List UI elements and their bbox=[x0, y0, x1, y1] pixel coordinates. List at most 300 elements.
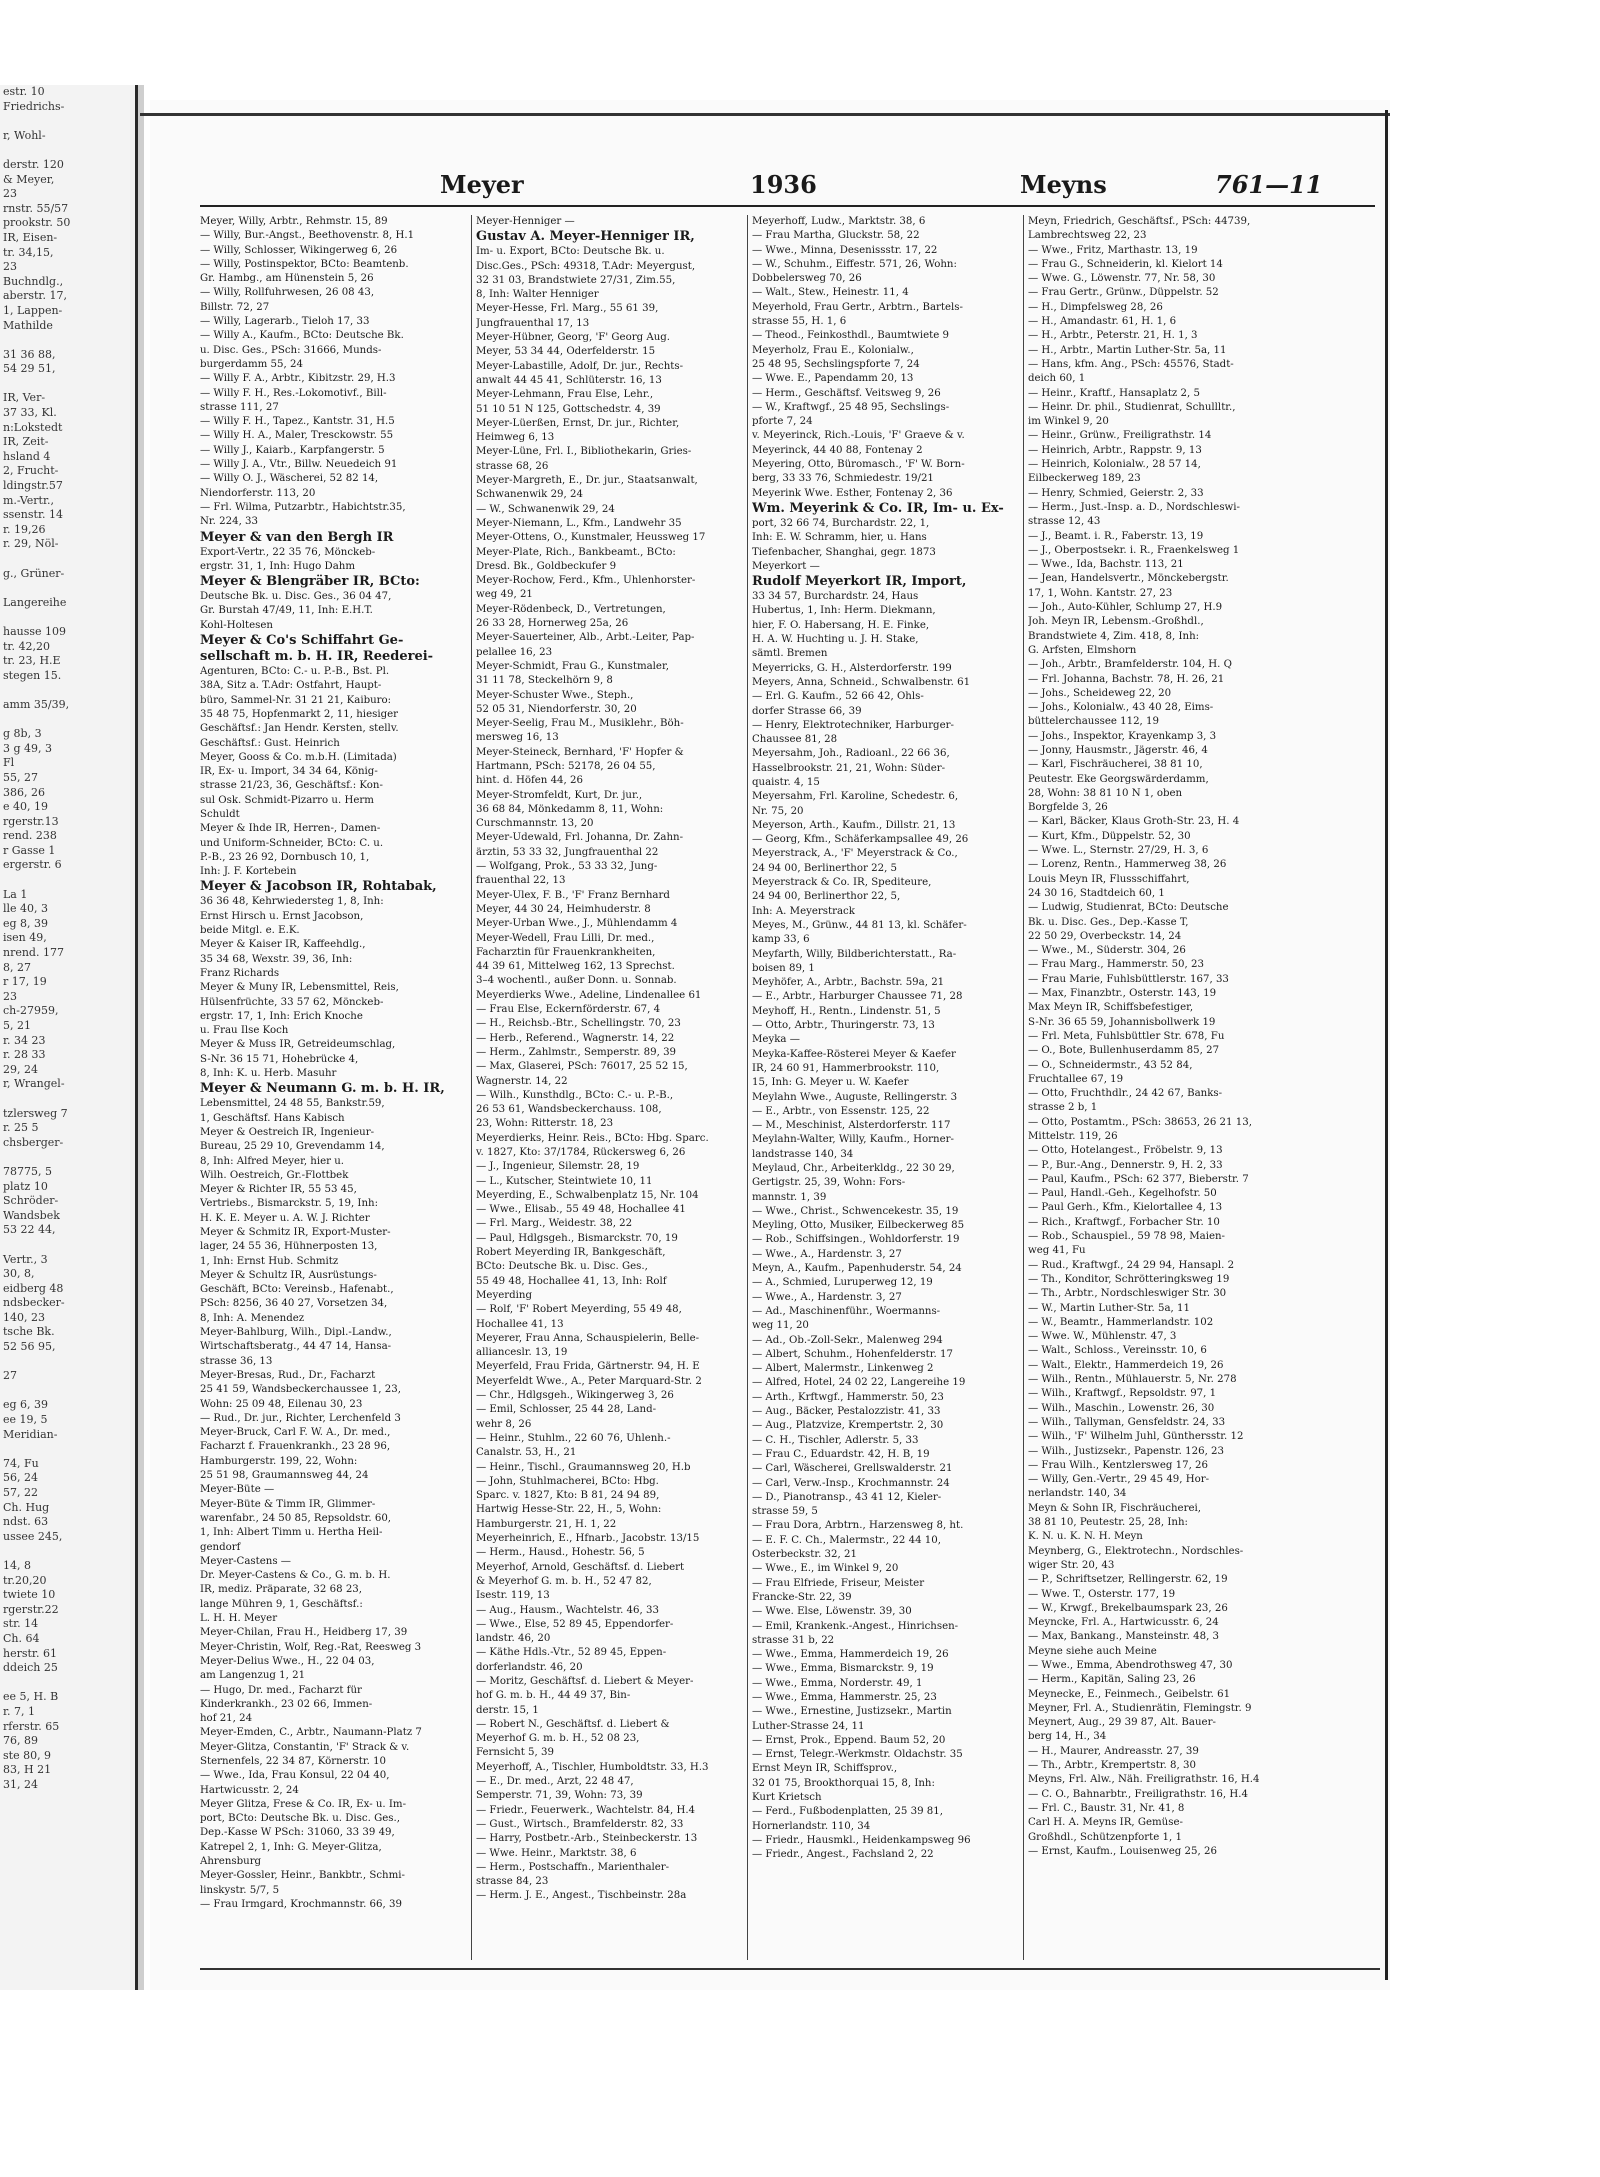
left-page-line: 1, Lappen- bbox=[3, 303, 63, 317]
directory-entry-line: Meyerdierks Wwe., Adeline, Lindenallee 61 bbox=[476, 989, 702, 1001]
directory-entry-line: Isestr. 119, 13 bbox=[476, 1590, 550, 1602]
directory-entry-line: Kurt Krietsch bbox=[752, 1792, 822, 1804]
directory-entry-line: strasse 59, 5 bbox=[752, 1506, 818, 1518]
directory-entry-line: 1, Inh: Albert Timm u. Hertha Heil- bbox=[200, 1527, 383, 1539]
left-page-line bbox=[0, 1092, 135, 1107]
directory-entry-line: Export-Vertr., 22 35 76, Mönckeb- bbox=[200, 546, 376, 558]
directory-entry-line: — Wwe., Ida, Frau Konsul, 22 04 40, bbox=[200, 1770, 390, 1782]
directory-entry-line: — Aug., Hausm., Wachtelstr. 46, 33 bbox=[476, 1604, 659, 1616]
left-page-line: 2, Frucht- bbox=[3, 464, 59, 478]
directory-entry-line: Meyer-Rochow, Ferd., Kfm., Uhlenhorster- bbox=[476, 575, 696, 587]
directory-entry-line: Meyer-Chilan, Frau H., Heidberg 17, 39 bbox=[200, 1627, 408, 1639]
left-page-line: lle 40, 3 bbox=[3, 902, 49, 916]
directory-entry-line: port, BCto: Deutsche Bk. u. Disc. Ges., bbox=[200, 1813, 400, 1825]
directory-entry-line: Meyner, Frl. A., Studienrätin, Flemingstr. 9 bbox=[1028, 1702, 1252, 1714]
directory-entry-line: — Heinr., Grünw., Freiligrathstr. 14 bbox=[1028, 430, 1212, 442]
directory-entry-line: — Wwe. Else, Löwenstr. 39, 30 bbox=[752, 1606, 912, 1618]
directory-entry-line: Kinderkrankh., 23 02 66, Immen- bbox=[200, 1698, 373, 1710]
directory-entry-line: — Georg, Kfm., Schäferkampsallee 49, 26 bbox=[752, 834, 969, 846]
directory-entry-line: berg, 33 33 76, Schmiedestr. 19/21 bbox=[752, 473, 934, 485]
directory-entry-line: Carl H. A. Meyns IR, Gemüse- bbox=[1028, 1817, 1183, 1829]
directory-entry-line: strasse 55, H. 1, 6 bbox=[752, 316, 847, 328]
directory-entry-line: 35 48 75, Hopfenmarkt 2, 11, hiesiger bbox=[200, 708, 399, 720]
directory-entry-line: Meyer-Gossler, Heinr., Bankbtr., Schmi- bbox=[200, 1870, 405, 1882]
directory-entry-line: 3–4 wochentl., außer Donn. u. Sonnab. bbox=[476, 975, 677, 987]
directory-entry-line: — J., Ingenieur, Silemstr. 28, 19 bbox=[476, 1161, 640, 1173]
directory-entry-line: — Otto, Fruchthdlr., 24 42 67, Banks- bbox=[1028, 1088, 1223, 1100]
left-page-line: prookstr. 50 bbox=[3, 216, 71, 230]
directory-entry-line: Geschäftsf.: Gust. Heinrich bbox=[200, 737, 340, 749]
directory-entry-line: Meyer & Co's Schiffahrt Ge- bbox=[200, 633, 404, 649]
directory-entry-line: Meyer-Henniger — bbox=[476, 216, 575, 227]
directory-entry-line: Meynecke, E., Feinmech., Geibelstr. 61 bbox=[1028, 1688, 1231, 1700]
directory-entry-line: — Frau Marg., Hammerstr. 50, 23 bbox=[1028, 959, 1204, 971]
directory-entry-line: — Willy, Gen.-Vertr., 29 45 49, Hor- bbox=[1028, 1474, 1210, 1486]
directory-entry-line: — Wolfgang, Prok., 53 33 32, Jung- bbox=[476, 861, 658, 873]
directory-entry-line: — Wwe., Fritz, Marthastr. 13, 19 bbox=[1028, 244, 1198, 256]
directory-entry-line: — Theod., Feinkosthdl., Baumtwiete 9 bbox=[752, 330, 949, 342]
directory-entry-line: beide Mitgl. e. E.K. bbox=[200, 925, 300, 937]
directory-entry-line: 8, Inh: Alfred Meyer, hier u. bbox=[200, 1155, 345, 1167]
directory-entry-line: 24 94 00, Berlinerthor 22, 5, bbox=[752, 891, 901, 903]
directory-entry-line: — Johs., Kolonialw., 43 40 28, Eims- bbox=[1028, 702, 1214, 714]
directory-entry-line: Meylahn-Walter, Willy, Kaufm., Horner- bbox=[752, 1134, 954, 1146]
directory-entry-line: Meyer-Bahlburg, Wilh., Dipl.-Landw., bbox=[200, 1327, 392, 1339]
directory-entry-line: am Langenzug 1, 21 bbox=[200, 1670, 306, 1682]
left-page-line: 29, 24 bbox=[3, 1062, 38, 1076]
directory-entry-line: 25 51 98, Graumannsweg 44, 24 bbox=[200, 1470, 369, 1482]
directory-entry-line: — Joh., Arbtr., Bramfelderstr. 104, H. Q bbox=[1028, 659, 1232, 671]
directory-entry-line: — W., Martin Luther-Str. 5a, 11 bbox=[1028, 1302, 1190, 1314]
directory-entry-line: 33 34 57, Burchardstr. 24, Haus bbox=[752, 591, 919, 603]
directory-entry-line: Rudolf Meyerkort IR, Import, bbox=[752, 574, 967, 590]
directory-entry-line: anwalt 44 45 41, Schlüterstr. 16, 13 bbox=[476, 374, 662, 386]
left-page-line: aberstr. 17, bbox=[3, 289, 67, 303]
directory-entry-line: IR, Ex- u. Import, 34 34 64, König- bbox=[200, 766, 378, 778]
page-right-edge bbox=[1385, 110, 1388, 1980]
left-page-line bbox=[0, 552, 135, 567]
directory-entry-line: — Emil, Krankenk.-Angest., Hinrichsen- bbox=[752, 1620, 959, 1632]
directory-entry-line: burgerdamm 55, 24 bbox=[200, 358, 303, 370]
directory-entry-line: Gertigstr. 25, 39, Wohn: Fors- bbox=[752, 1177, 906, 1189]
directory-entry-line: — Wwe., Emma, Abendrothsweg 47, 30 bbox=[1028, 1659, 1233, 1671]
directory-entry-line: Meyer-Glitza, Constantin, 'F' Strack & v. bbox=[200, 1741, 410, 1753]
directory-entry-line: v. 1827, Kto: 37/1784, Rückersweg 6, 26 bbox=[476, 1147, 686, 1158]
directory-entry-line: Eilbeckerweg 189, 23 bbox=[1028, 473, 1141, 485]
directory-entry-line: strasse 21/23, 36, Geschäftsf.: Kon- bbox=[200, 780, 383, 792]
left-page-line: isen 49, bbox=[3, 931, 47, 945]
directory-entry-line: Meyhoff, H., Rentn., Lindenstr. 51, 5 bbox=[752, 1005, 941, 1017]
directory-entry-line: deich 60, 1 bbox=[1028, 373, 1086, 385]
directory-entry-line: — Frau G., Schneiderin, kl. Kielort 14 bbox=[1028, 258, 1223, 270]
left-page-line: derstr. 120 bbox=[3, 157, 64, 171]
directory-entry-line: Borgfelde 3, 26 bbox=[1028, 802, 1108, 814]
directory-entry-line: Meyerkort — bbox=[752, 560, 820, 572]
directory-entry-line: ergstr. 17, 1, Inh: Erich Knoche bbox=[200, 1010, 363, 1022]
directory-entry-line: derstr. 15, 1 bbox=[476, 1704, 539, 1716]
left-page-line: & Meyer, bbox=[3, 172, 55, 186]
directory-entry-line: Meyer-Ottens, O., Kunstmaler, Heussweg 17 bbox=[476, 532, 706, 544]
directory-entry-line: Meyer & Schmitz IR, Export-Muster- bbox=[200, 1227, 391, 1238]
directory-entry-line: — Rolf, 'F' Robert Meyerding, 55 49 48, bbox=[476, 1304, 682, 1316]
left-page-line: La 1 bbox=[3, 887, 28, 901]
directory-entry-line: Franz Richards bbox=[200, 967, 280, 979]
directory-entry-line: 24 30 16, Stadtdeich 60, 1 bbox=[1028, 887, 1165, 899]
directory-entry-line: Meyerhof G. m. b. H., 52 08 23, bbox=[476, 1733, 640, 1745]
directory-entry-line: — Rob., Schauspiel., 59 78 98, Maien- bbox=[1028, 1231, 1225, 1243]
directory-entry-line: 38A, Sitz a. T.Adr: Ostfahrt, Haupt- bbox=[200, 680, 382, 692]
directory-entry-line: berg 14, H., 34 bbox=[1028, 1731, 1107, 1743]
left-page-line: Mathilde bbox=[3, 318, 53, 332]
directory-entry-line: 55 49 48, Hochallee 41, 13, Inh: Rolf bbox=[476, 1275, 667, 1287]
directory-entry-line: 25 48 95, Sechslingspforte 7, 24 bbox=[752, 358, 920, 370]
directory-entry-line: — Friedr., Feuerwerk., Wachtelstr. 84, H.4 bbox=[476, 1804, 696, 1816]
directory-entry-line: Hartwig Hesse-Str. 22, H., 5, Wohn: bbox=[476, 1504, 662, 1516]
left-page-line: e 40, 19 bbox=[3, 800, 48, 814]
directory-entry-line: — Jonny, Hausmstr., Jägerstr. 46, 4 bbox=[1028, 744, 1208, 756]
left-page-line: 53 22 44, bbox=[3, 1223, 56, 1237]
directory-entry-line: — Ludwig, Studienrat, BCto: Deutsche bbox=[1028, 902, 1229, 914]
directory-entry-line: — Rud., Kraftwgf., 24 29 94, Hansapl. 2 bbox=[1028, 1259, 1235, 1271]
directory-entry-line: — Willy O. J., Wäscherei, 52 82 14, bbox=[200, 473, 379, 485]
directory-entry-line: allianceslr. 13, 19 bbox=[476, 1347, 568, 1359]
directory-entry-line: Meyer, 44 30 24, Heimhuderstr. 8 bbox=[476, 903, 651, 915]
directory-entry-line: Im- u. Export, BCto: Deutsche Bk. u. bbox=[476, 246, 665, 258]
directory-entry-line: — Wwe. G., Löwenstr. 77, Nr. 58, 30 bbox=[1028, 273, 1216, 285]
directory-entry-line: — Frau Else, Eckernförderstr. 67, 4 bbox=[476, 1004, 661, 1016]
directory-entry-line: — Käthe Hdls.-Vtr., 52 89 45, Eppen- bbox=[476, 1647, 667, 1659]
directory-entry-line: Inh: E. W. Schramm, hier, u. Hans bbox=[752, 532, 927, 544]
directory-entry-line: — Wwe. W., Mühlenstr. 47, 3 bbox=[1028, 1331, 1177, 1343]
directory-entry-line: — Herm. J. E., Angest., Tischbeinstr. 28a bbox=[476, 1890, 687, 1902]
directory-entry-line: Meyer & Ihde IR, Herren-, Damen- bbox=[200, 823, 381, 835]
directory-entry-line: — Aug., Bäcker, Pestalozzistr. 41, 33 bbox=[752, 1406, 941, 1418]
directory-entry-line: Geschäftsf.: Jan Hendr. Kersten, stellv. bbox=[200, 723, 399, 735]
directory-entry-line: 51 10 51 N 125, Gottschedstr. 4, 39 bbox=[476, 403, 661, 415]
directory-entry-line: pforte 7, 24 bbox=[752, 416, 813, 428]
directory-entry-line: — Willy F. H., Tapez., Kantstr. 31, H.5 bbox=[200, 416, 395, 428]
directory-entry-line: — Frl. Wilma, Putzarbtr., Habichtstr.35, bbox=[200, 501, 406, 513]
directory-entry-line: — Frl. Johanna, Bachstr. 78, H. 26, 21 bbox=[1028, 673, 1225, 685]
directory-entry-line: — Walt., Elektr., Hammerdeich 19, 26 bbox=[1028, 1359, 1224, 1371]
directory-entry-line: Meyer & Oestreich IR, Ingenieur- bbox=[200, 1126, 375, 1138]
left-page-line: amm 35/39, bbox=[3, 697, 70, 711]
directory-entry-line: ergstr. 31, 1, Inh: Hugo Dahm bbox=[200, 560, 355, 572]
directory-entry-line: Meyerricks, G. H., Alsterdorferstr. 199 bbox=[752, 662, 952, 674]
directory-entry-line: Fruchtallee 67, 19 bbox=[1028, 1073, 1124, 1085]
directory-entry-line: Meyer-Lüne, Frl. I., Bibliothekarin, Gries- bbox=[476, 446, 692, 458]
left-page-line: twiete 10 bbox=[3, 1588, 56, 1602]
left-page-line: r, Wohl- bbox=[3, 128, 46, 142]
directory-entry-line: Meyer & Richter IR, 55 53 45, bbox=[200, 1184, 357, 1196]
directory-entry-line: büttelerchaussee 112, 19 bbox=[1028, 716, 1159, 728]
directory-entry-line: — Robert N., Geschäftsf. d. Liebert & bbox=[476, 1718, 670, 1730]
directory-entry-line: — Th., Arbtr., Krempertstr. 8, 30 bbox=[1028, 1760, 1196, 1772]
directory-entry-line: Disc.Ges., PSch: 49318, T.Adr: Meyergust, bbox=[476, 260, 696, 272]
directory-entry-line: Meyes, M., Grünw., 44 81 13, kl. Schäfer- bbox=[752, 919, 967, 931]
directory-entry-line: Geschäft, BCto: Vereinsb., Hafenabt., bbox=[200, 1284, 394, 1296]
directory-entry-line: Meyerhold, Frau Gertr., Arbtrn., Bartels- bbox=[752, 301, 963, 313]
directory-entry-line: — Ad., Maschinenführ., Woermanns- bbox=[752, 1305, 941, 1317]
directory-entry-line: — Joh., Auto-Kühler, Schlump 27, H.9 bbox=[1028, 602, 1223, 614]
directory-entry-line: S-Nr. 36 15 71, Hohebrücke 4, bbox=[200, 1053, 359, 1065]
directory-entry-line: 8, Inh: A. Menendez bbox=[200, 1312, 305, 1324]
directory-entry-line: 8, Inh: K. u. Herb. Masuhr bbox=[200, 1068, 337, 1080]
directory-entry-line: Meyersahm, Frl. Karoline, Schedestr. 6, bbox=[752, 791, 959, 803]
directory-entry-line: Meyer-Lüerßen, Ernst, Dr. jur., Richter, bbox=[476, 417, 680, 429]
directory-entry-line: — P., Bur.-Ang., Dennerstr. 9, H. 2, 33 bbox=[1028, 1159, 1223, 1171]
directory-entry-line: Meyerstrack, A., 'F' Meyerstrack & Co., bbox=[752, 848, 958, 860]
directory-entry-line: — Paul, Handl.-Geh., Kegelhofstr. 50 bbox=[1028, 1188, 1217, 1200]
directory-entry-line: Meyerer, Frau Anna, Schauspielerin, Belle- bbox=[476, 1332, 700, 1344]
directory-entry-line: Hasselbrookstr. 21, 21, Wohn: Süder- bbox=[752, 762, 946, 774]
directory-entry-line: — Wwe. E., Papendamm 20, 13 bbox=[752, 373, 914, 385]
left-page-line: Ch. Hug bbox=[3, 1500, 50, 1514]
directory-entry-line: — Frau Irmgard, Krochmannstr. 66, 39 bbox=[200, 1898, 402, 1910]
left-page-line: 57, 22 bbox=[3, 1486, 38, 1499]
directory-entry-line: 23, Wohn: Ritterstr. 18, 23 bbox=[476, 1118, 614, 1130]
left-page-line: ldingstr.57 bbox=[3, 479, 63, 493]
directory-entry-line: Meyfarth, Willy, Bildberichterstatt., Ra- bbox=[752, 948, 957, 960]
directory-entry-line: Tiefenbacher, Shanghai, gegr. 1873 bbox=[752, 546, 936, 558]
directory-entry-line: Luther-Strasse 24, 11 bbox=[752, 1720, 865, 1732]
left-page-line: hausse 109 bbox=[3, 624, 67, 638]
directory-entry-line: Ahrensburg bbox=[200, 1856, 262, 1868]
directory-entry-line: Meyer-Bruck, Carl F. W. A., Dr. med., bbox=[200, 1427, 391, 1439]
directory-entry-line: strasse 111, 27 bbox=[200, 401, 279, 413]
directory-entry-line: — W., Schuhm., Eiffestr. 571, 26, Wohn: bbox=[752, 258, 957, 270]
left-page-line: ee 5, H. B bbox=[3, 1690, 59, 1704]
directory-entry-line: Deutsche Bk. u. Disc. Ges., 36 04 47, bbox=[200, 591, 392, 603]
directory-entry-line: hier, F. O. Habersang, H. E. Finke, bbox=[752, 619, 930, 631]
directory-entry-line: Osterbeckstr. 32, 21 bbox=[752, 1549, 857, 1561]
book-gutter bbox=[138, 85, 144, 1990]
left-page-line: eg 6, 39 bbox=[3, 1398, 49, 1412]
directory-entry-line: — Th., Arbtr., Nordschleswiger Str. 30 bbox=[1028, 1288, 1227, 1300]
directory-entry-line: — Walt., Schloss., Vereinsstr. 10, 6 bbox=[1028, 1345, 1207, 1357]
directory-entry-line: — John, Stuhlmacherei, BCto: Hbg. bbox=[476, 1475, 659, 1487]
directory-entry-line: 38 81 10, Peutestr. 25, 28, Inh: bbox=[1028, 1517, 1188, 1529]
directory-entry-line: Meyer-Hesse, Frl. Marg., 55 61 39, bbox=[476, 303, 659, 315]
left-page-line: herstr. 61 bbox=[3, 1646, 57, 1660]
left-page-fragment bbox=[0, 85, 138, 1990]
left-page-line: r. 29, Nöl- bbox=[3, 537, 59, 551]
directory-entry-line: gendorf bbox=[200, 1541, 241, 1553]
directory-entry-line: — W., Kraftwgf., 25 48 95, Sechslings- bbox=[752, 401, 950, 413]
directory-entry-line: — E., Arbtr., von Essenstr. 125, 22 bbox=[752, 1105, 930, 1117]
directory-entry-line: Meyer-Niemann, L., Kfm., Landwehr 35 bbox=[476, 517, 682, 529]
directory-entry-line: quaistr. 4, 15 bbox=[752, 776, 820, 788]
directory-entry-line: — Max, Glaserei, PSch: 76017, 25 52 15, bbox=[476, 1061, 688, 1073]
directory-entry-line: sämtl. Bremen bbox=[752, 648, 828, 660]
directory-entry-line: IR, 24 60 91, Hammerbrookstr. 110, bbox=[752, 1062, 940, 1074]
page-top-edge bbox=[140, 113, 1390, 116]
directory-entry-line: kamp 33, 6 bbox=[752, 934, 810, 946]
directory-entry-line: — Friedr., Hausmkl., Heidenkampsweg 96 bbox=[752, 1834, 971, 1846]
directory-entry-line: 26 33 28, Hornerweg 25a, 26 bbox=[476, 618, 629, 630]
left-page-line: Friedrichs- bbox=[3, 99, 65, 113]
directory-entry-line: — H., Arbtr., Peterstr. 21, H. 1, 3 bbox=[1028, 330, 1198, 342]
directory-entry-line: Billstr. 72, 27 bbox=[200, 301, 270, 313]
directory-entry-line: — W., Beamtr., Hammerlandstr. 102 bbox=[1028, 1316, 1214, 1328]
directory-entry-line: — Willy F. A., Arbtr., Kibitzstr. 29, H.3 bbox=[200, 373, 396, 385]
left-page-line: Fl bbox=[3, 756, 15, 770]
directory-entry-line: Meyer-Emden, C., Arbtr., Naumann-Platz 7 bbox=[200, 1727, 422, 1739]
directory-entry-line: Meyer-Büte — bbox=[200, 1484, 275, 1496]
directory-entry-line: — Heinrich, Kolonialw., 28 57 14, bbox=[1028, 459, 1201, 471]
directory-entry-line: — Ad., Ob.-Zoll-Sekr., Malenweg 294 bbox=[752, 1334, 943, 1346]
directory-entry-line: Inh: J. F. Kortebein bbox=[200, 866, 297, 878]
left-page-line: r Gasse 1 bbox=[3, 843, 56, 857]
left-page-line: 55, 27 bbox=[3, 770, 38, 784]
left-page-line: 27 bbox=[3, 1369, 17, 1383]
directory-entry-line: frauenthal 22, 13 bbox=[476, 875, 566, 887]
left-page-line: IR, Eisen- bbox=[3, 230, 58, 244]
directory-entry-line: — Ernst, Prok., Eppend. Baum 52, 20 bbox=[752, 1734, 946, 1746]
directory-entry-line: Canalstr. 53, H., 21 bbox=[476, 1447, 577, 1459]
left-page-line: 14, 8 bbox=[3, 1558, 31, 1572]
page-header bbox=[150, 170, 1390, 206]
header-right-word: Meyns bbox=[1020, 170, 1107, 199]
directory-entry-line: Chaussee 81, 28 bbox=[752, 734, 838, 746]
directory-entry-line: Lebensmittel, 24 48 55, Bankstr.59, bbox=[200, 1098, 385, 1110]
directory-entry-line: Robert Meyerding IR, Bankgeschäft, bbox=[476, 1247, 666, 1259]
directory-entry-line: Meyer-Bresas, Rud., Dr., Facharzt bbox=[200, 1369, 376, 1381]
directory-entry-line: — Rob., Schiffsingen., Wohldorferstr. 19 bbox=[752, 1234, 960, 1246]
directory-entry-line: 26 53 61, Wandsbeckerchauss. 108, bbox=[476, 1104, 662, 1116]
left-page-line: ddeich 25 bbox=[3, 1661, 58, 1675]
directory-entry-line: — Wilh., Maschin., Lowenstr. 26, 30 bbox=[1028, 1402, 1215, 1414]
directory-entry-line: Gr. Burstah 47/49, 11, Inh: E.H.T. bbox=[200, 605, 373, 617]
left-page-line: IR, Ver- bbox=[3, 391, 46, 405]
directory-entry-line: Meyncke, Frl. A., Hartwicusstr. 6, 24 bbox=[1028, 1617, 1219, 1629]
header-year: 1936 bbox=[750, 170, 817, 199]
directory-entry-line: Hochallee 41, 13 bbox=[476, 1318, 564, 1330]
directory-entry-line: v. Meyerinck, Rich.-Louis, 'F' Graeve & v. bbox=[752, 430, 965, 442]
directory-entry-line: — Karl, Fischräucherei, 38 81 10, bbox=[1028, 759, 1203, 771]
directory-entry-line: — Frau C., Eduardstr. 42, H. B, 19 bbox=[752, 1448, 930, 1460]
directory-entry-line: — Willy A., Kaufm., BCto: Deutsche Bk. bbox=[200, 330, 404, 342]
directory-entry-line: Meyer, Gooss & Co. m.b.H. (Limitada) bbox=[200, 751, 397, 763]
directory-entry-line: Facharztin für Frauenkrankheiten, bbox=[476, 946, 656, 958]
directory-entry-line: Meyerink Wwe. Esther, Fontenay 2, 36 bbox=[752, 487, 953, 499]
directory-entry-line: — Aug., Platzvize, Krempertstr. 2, 30 bbox=[752, 1420, 944, 1432]
left-page-line bbox=[0, 610, 135, 625]
directory-entry-line: Max Meyn IR, Schiffsbefestiger, bbox=[1028, 1002, 1194, 1014]
left-page-line: ergerstr. 6 bbox=[3, 858, 62, 872]
directory-entry-line: — Henry, Elektrotechniker, Harburger- bbox=[752, 719, 954, 731]
directory-entry-line: 22 50 29, Overbeckstr. 14, 24 bbox=[1028, 930, 1182, 942]
directory-entry-line: — Johs., Scheideweg 22, 20 bbox=[1028, 687, 1172, 699]
directory-entry-line: Katrepel 2, 1, Inh: G. Meyer-Glitza, bbox=[200, 1841, 382, 1853]
directory-entry-line: — H., Reichsb.-Btr., Schellingstr. 70, 23 bbox=[476, 1018, 681, 1030]
directory-entry-line: pelallee 16, 23 bbox=[476, 646, 553, 658]
header-rule bbox=[200, 205, 1375, 207]
directory-entry-line: — Otto, Hotelangest., Fröbelstr. 9, 13 bbox=[1028, 1145, 1223, 1157]
left-page-line: ndst. 63 bbox=[3, 1515, 49, 1529]
directory-entry-line: strasse 36, 13 bbox=[200, 1355, 273, 1367]
directory-entry-line: — Frau Martha, Gluckstr. 58, 22 bbox=[752, 230, 920, 242]
directory-entry-line: Meyer-Delius Wwe., H., 22 04 03, bbox=[200, 1655, 375, 1667]
directory-entry-line: Meyer & Muss IR, Getreideumschlag, bbox=[200, 1039, 396, 1051]
directory-entry-line: — A., Schmied, Luruperweg 12, 19 bbox=[752, 1277, 933, 1289]
directory-entry-line: Hamburgerstr. 21, H. 1, 22 bbox=[476, 1518, 617, 1530]
directory-entry-line: Curschmannstr. 13, 20 bbox=[476, 818, 594, 830]
directory-entry-line: 31 11 78, Steckelhörn 9, 8 bbox=[476, 675, 613, 687]
left-page-line bbox=[0, 1150, 135, 1165]
directory-entry-line: — Albert, Malermstr., Linkenweg 2 bbox=[752, 1363, 934, 1375]
directory-entry-line: — Heinr., Kraftf., Hansaplatz 2, 5 bbox=[1028, 387, 1200, 399]
directory-entry-line: Hartmann, PSch: 52178, 26 04 55, bbox=[476, 760, 656, 772]
directory-entry-line: — Herm., Hausd., Hohestr. 56, 5 bbox=[476, 1547, 645, 1559]
directory-entry-line: — W., Schwanenwik 29, 24 bbox=[476, 503, 615, 515]
directory-entry-line: Meyerhoff, Ludw., Marktstr. 38, 6 bbox=[752, 216, 926, 227]
directory-entry-line: dorfer Strasse 66, 39 bbox=[752, 705, 862, 717]
directory-entry-line: — Wwe. T., Osterstr. 177, 19 bbox=[1028, 1588, 1176, 1600]
directory-entry-line: Lambrechtsweg 22, 23 bbox=[1028, 230, 1147, 242]
directory-entry-line: — Max, Finanzbtr., Osterstr. 143, 19 bbox=[1028, 988, 1217, 1000]
directory-entry-line: Meyerding, E., Schwalbenplatz 15, Nr. 104 bbox=[476, 1189, 699, 1201]
directory-entry-line: Jungfrauenthal 17, 13 bbox=[476, 317, 590, 329]
directory-entry-line: — E., Arbtr., Harburger Chaussee 71, 28 bbox=[752, 991, 963, 1003]
directory-entry-line: Meyerinck, 44 40 88, Fontenay 2 bbox=[752, 444, 923, 456]
directory-entry-line: — Wilh., Rentn., Mühlauerstr. 5, Nr. 278 bbox=[1028, 1374, 1237, 1386]
directory-entry-line: Hornerlandstr. 110, 34 bbox=[752, 1820, 871, 1832]
column-1 bbox=[200, 215, 468, 1965]
directory-entry-line: Sternenfels, 22 34 87, Körnerstr. 10 bbox=[200, 1755, 387, 1767]
directory-entry-line: Großhdl., Schützenpforte 1, 1 bbox=[1028, 1831, 1182, 1843]
directory-entry-line: mannstr. 1, 39 bbox=[752, 1191, 827, 1203]
directory-entry-line: Schwanenwik 29, 24 bbox=[476, 489, 583, 501]
directory-entry-line: — Alfred, Hotel, 24 02 22, Langereihe 19 bbox=[752, 1377, 966, 1389]
directory-entry-line: Hamburgerstr. 199, 22, Wohn: bbox=[200, 1455, 358, 1467]
directory-entry-line: Semperstr. 71, 39, Wohn: 73, 39 bbox=[476, 1790, 643, 1802]
directory-entry-line: Meyer-Castens — bbox=[200, 1555, 291, 1567]
directory-entry-line: — Erl. G. Kaufm., 52 66 42, Ohls- bbox=[752, 691, 924, 703]
directory-entry-line: Meyer-Plate, Rich., Bankbeamt., BCto: bbox=[476, 546, 676, 558]
directory-entry-line: — Frau Gertr., Grünw., Düppelstr. 52 bbox=[1028, 287, 1219, 299]
directory-entry-line: Dr. Meyer-Castens & Co., G. m. b. H. bbox=[200, 1570, 391, 1582]
header-left-word: Meyer bbox=[440, 170, 524, 199]
directory-entry-line: — Frau Elfriede, Friseur, Meister bbox=[752, 1577, 925, 1589]
left-page-line: rend. 238 bbox=[3, 829, 57, 843]
directory-entry-line: 36 36 48, Kehrwiedersteg 1, 8, Inh: bbox=[200, 896, 384, 908]
directory-entry-line: — Otto, Arbtr., Thuringerstr. 73, 13 bbox=[752, 1020, 935, 1032]
directory-entry-line: Meyer & Kaiser IR, Kaffeehdlg., bbox=[200, 939, 366, 951]
directory-entry-line: dorferlandstr. 46, 20 bbox=[476, 1661, 583, 1673]
left-page-line: ussee 245, bbox=[3, 1529, 63, 1543]
directory-entry-line: — H., Arbtr., Martin Luther-Str. 5a, 11 bbox=[1028, 344, 1227, 356]
left-page-line bbox=[0, 143, 135, 158]
directory-entry-line: Meyer-Ulex, F. B., 'F' Franz Bernhard bbox=[476, 889, 670, 901]
directory-entry-line: P.-B., 23 26 92, Dornbusch 10, 1, bbox=[200, 851, 370, 863]
directory-entry-line: 32 01 75, Brookthorquai 15, 8, Inh: bbox=[752, 1777, 935, 1789]
directory-entry-line: Niendorferstr. 113, 20 bbox=[200, 487, 316, 499]
directory-entry-line: Bureau, 25 29 10, Grevendamm 14, bbox=[200, 1141, 385, 1153]
directory-entry-line: — H., Maurer, Andreasstr. 27, 39 bbox=[1028, 1745, 1199, 1757]
directory-entry-line: — Wwe. L., Sternstr. 27/29, H. 3, 6 bbox=[1028, 845, 1209, 857]
directory-entry-line: Sparc. v. 1827, Kto: B 81, 24 94 89, bbox=[476, 1490, 660, 1502]
directory-entry-line: — Chr., Hdlgsgeh., Wikingerweg 3, 26 bbox=[476, 1390, 674, 1402]
directory-entry-line: — Hans, kfm. Ang., PSch: 45576, Stadt- bbox=[1028, 358, 1234, 370]
directory-entry-line: Meyer, 53 34 44, Oderfelderstr. 15 bbox=[476, 346, 656, 358]
left-page-line: rgerstr.22 bbox=[3, 1602, 59, 1616]
directory-entry-line: Meyer-Christin, Wolf, Reg.-Rat, Reesweg 3 bbox=[200, 1641, 422, 1653]
directory-entry-line: Meyne siehe auch Meine bbox=[1028, 1645, 1157, 1657]
directory-entry-line: — Willy, Schlosser, Wikingerweg 6, 26 bbox=[200, 244, 398, 256]
left-page-line bbox=[0, 1355, 135, 1370]
directory-entry-line: 17, 1, Wohn. Kantstr. 27, 23 bbox=[1028, 587, 1173, 599]
